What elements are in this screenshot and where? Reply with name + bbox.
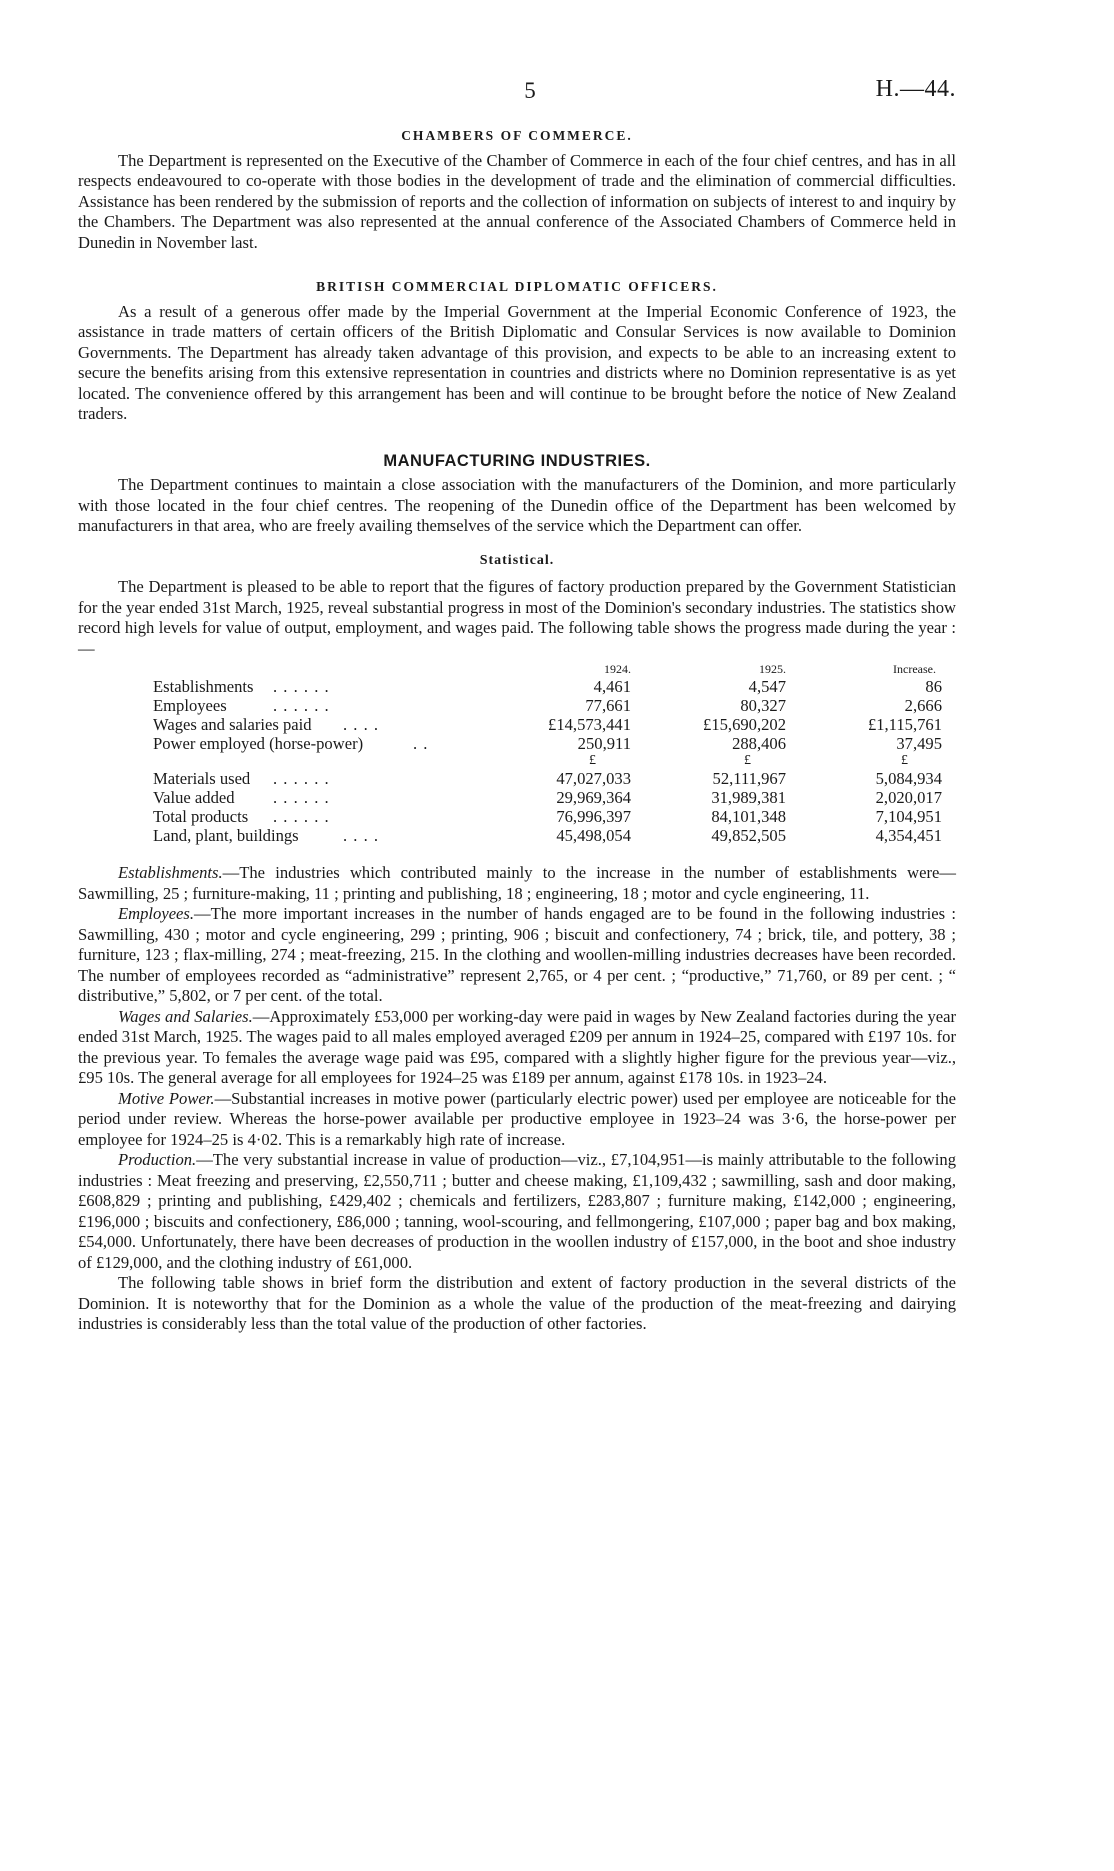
wages-paragraph xyxy=(78,1007,956,1089)
motive-power-title: Motive Power. xyxy=(118,1088,215,1108)
motive-power-paragraph xyxy=(78,1089,956,1151)
value-1924: 45,498,054 xyxy=(556,826,631,845)
statistical-heading: Statistical. xyxy=(479,552,555,568)
production-title: Production. xyxy=(118,1150,197,1169)
row-label: Materials used xyxy=(153,769,251,788)
manufacturing-paragraph: The Department continues to maintain a close association with the manufacturers of the Dominion, and more particularly with those located in the four chief centres. The reopening of the Dunedin office of the Department has been welcomed by manufacturers in that area, who are freely availing themselves of the service which the Department can offer. xyxy=(78,475,956,535)
value-1924: 47,027,033 xyxy=(556,769,631,788)
statistical-intro: The Department is pleased to be able to report that the figures of factory production prepared by the Government Statistician for the year ended 31st March, 1925, reveal substantial progress in most of the Dominion's secondary industries. The statistics show record high levels for value of output, employment, and wages paid. The following table shows the progress made during the year :— xyxy=(78,577,956,658)
diplomatic-heading: BRITISH COMMERCIAL DIPLOMATIC OFFICERS. xyxy=(316,279,718,294)
details-section xyxy=(78,863,956,1335)
chambers-heading: CHAMBERS OF COMMERCE. xyxy=(401,128,633,143)
value-1925: 84,101,348 xyxy=(711,807,786,826)
value-increase: 5,084,934 xyxy=(875,769,942,788)
column-header-1925: 1925. xyxy=(759,662,786,676)
value-1924: £14,573,441 xyxy=(548,715,631,734)
wages-text: —Approximately £53,000 per working-day were paid in wages by New Zealand factories during the year ended 31st March, 1925. The wages paid to all males employed averaged £209 per annum in 1924–25, compared with £197 10s. for the previous year. To females the average wage paid was £95, compared with a slightly higher figure for the previous year—viz., £95 10s. The general average for all employees for 1924–25 was £189 per annum, against £178 10s. in 1923–24. xyxy=(78,1006,956,1087)
value-1925: 31,989,381 xyxy=(711,788,786,807)
manufacturing-section xyxy=(78,451,956,537)
column-header-1924: 1924. xyxy=(604,662,631,676)
table-row xyxy=(78,769,956,789)
production-paragraph xyxy=(78,1150,956,1273)
value-1925: 52,111,967 xyxy=(712,769,786,788)
table-row xyxy=(78,715,956,735)
leader-dots: . . . . . . xyxy=(273,788,330,807)
row-label: Wages and salaries paid xyxy=(153,715,312,734)
value-increase: 2,666 xyxy=(904,696,942,715)
diplomatic-section xyxy=(78,277,956,425)
document-body xyxy=(78,126,956,1335)
value-1924: 250,911 xyxy=(577,734,631,753)
table-row xyxy=(78,807,956,827)
row-label: Land, plant, buildings xyxy=(153,826,299,845)
statistics-table xyxy=(78,659,956,849)
value-increase: £1,115,761 xyxy=(867,715,942,734)
table-row xyxy=(78,826,956,846)
production-text: —The very substantial increase in value of production—viz., £7,104,951—is mainly attributable to the following industries : Meat freezing and preserving, £2,550,711 ; butter and cheese making, £1,109,432 ; sawmilling, sash and door making, £608,829 ; printing and publishing, £429,402 ; chemicals and fertilizers, £283,807 ; furniture making, £142,000 ; engineering, £196,000 ; biscuits and confectionery, £86,000 ; tanning, wool-scouring, and fellmongering, £107,000 ; paper bag and box making, £54,000. Unfortunately, there have been decreases of production in the woollen industry of £157,000, in the boot and shoe industry of £129,000, and the clothing industry of £61,000. xyxy=(78,1150,956,1272)
leader-dots: . . . . . . xyxy=(273,677,330,696)
establishments-paragraph xyxy=(78,863,956,904)
value-1925: £15,690,202 xyxy=(703,715,786,734)
employees-text: —The more important increases in the number of hands engaged are to be found in the following industries : Sawmilling, 430 ; motor and cycle engineering, 299 ; printing, 906 ; biscuit and confectionery, 74 ; brick, tile, and pottery, 38 ; furniture, 123 ; flax-milling, 274 ; meat-freezing, 215. In the clothing and woollen-milling industries decreases have been recorded. The number of employees recorded as “administrative” represent 2,765, or 4 per cent. ; “productive,” 71,760, or 89 per cent. ; “ distributive,” 5,802, or 7 per cent. of the total. xyxy=(78,904,956,1005)
statistical-section xyxy=(78,551,956,850)
leader-dots: . . . . . . xyxy=(273,769,330,788)
value-1925: 4,547 xyxy=(748,677,786,696)
currency-symbol: £ xyxy=(589,753,596,768)
leader-dots: . . xyxy=(413,734,429,753)
value-1924: 77,661 xyxy=(585,696,631,715)
value-increase: 4,354,451 xyxy=(875,826,942,845)
establishments-text: —The industries which contributed mainly to the increase in the number of establishments were—Sawmilling, 25 ; furniture-making, 11 ; printing and publishing, 18 ; engineering, 18 ; motor and cycle engineering, 11. xyxy=(78,863,956,903)
leader-dots: . . . . . . xyxy=(273,696,330,715)
row-label: Value added xyxy=(153,788,235,807)
row-label: Employees xyxy=(153,696,227,715)
value-1925: 288,406 xyxy=(732,734,786,753)
value-increase: 37,495 xyxy=(896,734,942,753)
currency-row xyxy=(78,751,956,771)
table-row xyxy=(78,696,956,716)
currency-symbol: £ xyxy=(744,753,751,768)
page-number: 5 xyxy=(524,78,536,103)
leader-dots: . . . . . . xyxy=(273,807,330,826)
row-label: Total products xyxy=(153,807,249,826)
motive-power-text: —Substantial increases in motive power (particularly electric power) used per employee are noticeable for the period under review. Whereas the horse-power available per productive employee in 1923–24 was 3·6, the horse-power per employee for 1924–25 is 4·02. This is a remarkably high rate of increase. xyxy=(78,1088,956,1149)
value-increase: 86 xyxy=(925,677,942,696)
row-label: Power employed (horse-power) xyxy=(153,734,364,753)
table-row xyxy=(78,677,956,697)
value-1924: 4,461 xyxy=(593,677,631,696)
series-code: H.—44. xyxy=(875,76,956,102)
closing-paragraph: The following table shows in brief form the distribution and extent of factory production in the several districts of the Dominion. It is noteworthy that for the Dominion as a whole the value of the production of the meat-freezing and dairying industries is considerably less than the total value of the production of other factories. xyxy=(78,1273,956,1333)
value-increase: 7,104,951 xyxy=(875,807,942,826)
chambers-paragraph: The Department is represented on the Executive of the Chamber of Commerce in each of the four chief centres, and has in all respects endeavoured to co-operate with those bodies in the development of trade and the elimination of commercial difficulties. Assistance has been rendered by the submission of reports and the collection of information on subjects of interest to and inquiry by the Chambers. The Department was also represented at the annual conference of the Associated Chambers of Commerce held in Dunedin in November last. xyxy=(78,150,956,252)
leader-dots: . . . . xyxy=(343,826,380,845)
column-header-increase: Increase. xyxy=(893,662,936,676)
table-header-row xyxy=(78,659,956,679)
value-1925: 80,327 xyxy=(740,696,786,715)
currency-symbol: £ xyxy=(901,753,908,768)
value-1924: 76,996,397 xyxy=(556,807,631,826)
leader-dots: . . . . xyxy=(343,715,380,734)
wages-title: Wages and Salaries. xyxy=(118,1006,253,1026)
chambers-section xyxy=(78,126,956,253)
manufacturing-heading: MANUFACTURING INDUSTRIES. xyxy=(383,451,651,470)
employees-paragraph xyxy=(78,904,956,1007)
value-increase: 2,020,017 xyxy=(875,788,942,807)
employees-title: Employees. xyxy=(118,904,195,923)
table-row xyxy=(78,788,956,808)
value-1924: 29,969,364 xyxy=(556,788,631,807)
diplomatic-paragraph: As a result of a generous offer made by the Imperial Government at the Imperial Economic Conference of 1923, the assistance in trade matters of certain officers of the British Diplomatic and Consular Services is now available to Dominion Governments. The Department has already taken advantage of this provision, and expects to be able to an increasing extent to secure the benefits arising from this extensive representation in countries and districts where no Dominion representative is as yet located. The convenience offered by this arrangement has been and will continue to be brought before the notice of New Zealand traders. xyxy=(78,301,956,423)
establishments-title: Establishments. xyxy=(118,863,223,882)
row-label: Establishments xyxy=(153,677,254,696)
value-1925: 49,852,505 xyxy=(711,826,786,845)
